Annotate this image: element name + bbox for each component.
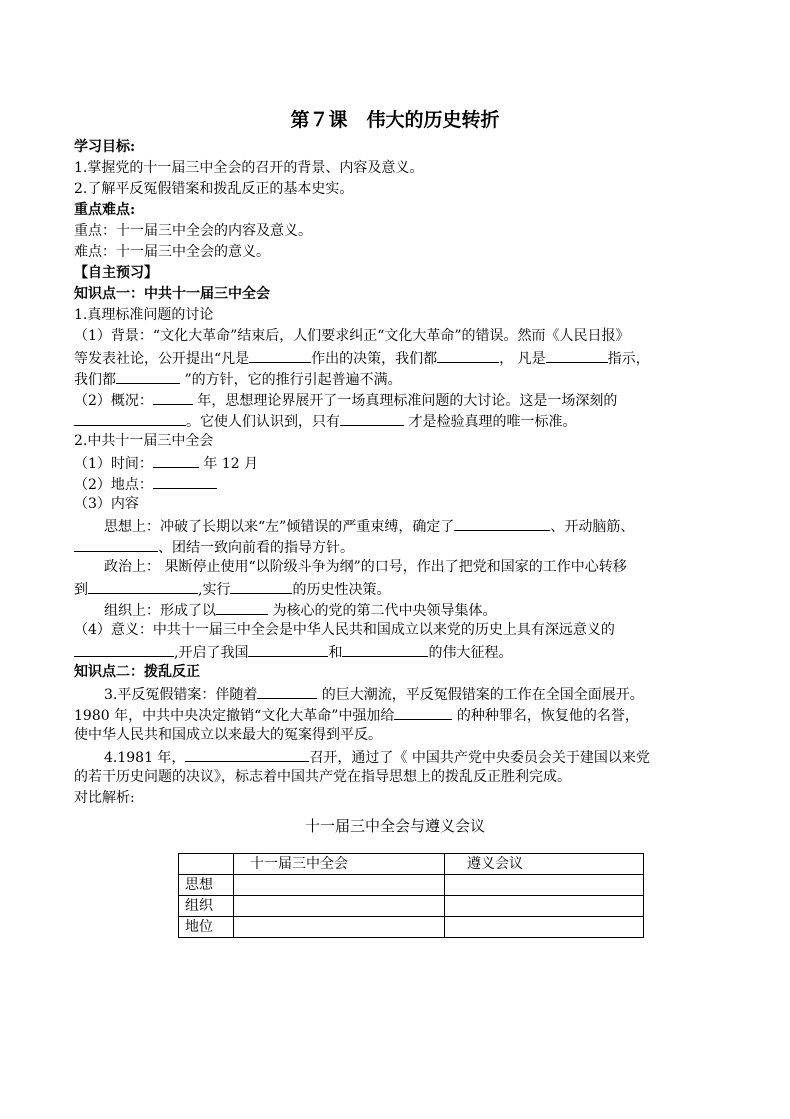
table-cell (445, 917, 644, 938)
table-header-cell (179, 854, 234, 875)
row-label: 地位 (179, 917, 234, 938)
resolution-line-2: 的若干历史问题的决议》，标志着中国共产党在指导思想上的拨乱反正胜利完成。 (74, 769, 571, 785)
content-label: （3）内容 (74, 496, 139, 512)
blank-field (153, 452, 199, 468)
blank-field (116, 368, 180, 384)
blank-field (153, 389, 193, 405)
goals-heading: 学习目标: (74, 139, 136, 155)
blank-field (88, 578, 198, 594)
section-title: 2.中共十一届三中全会 (74, 433, 214, 449)
significance-line-2: ,开启了我国 和 的伟大征程。 (74, 641, 512, 664)
blank-field (74, 641, 174, 657)
goal-item: 2.了解平反冤假错案和拨乱反正的基本史实。 (74, 181, 354, 197)
blank-field (394, 704, 452, 720)
blank-field (546, 347, 608, 363)
blank-field (248, 641, 328, 657)
kp1-heading: 知识点一：中共十一届三中全会 (74, 286, 270, 302)
key-point: 重点：十一届三中全会的内容及意义。 (74, 223, 312, 239)
table-cell (234, 875, 445, 896)
blank-field (185, 746, 309, 762)
preview-heading: 【自主预习】 (74, 265, 158, 281)
blank-field (342, 641, 428, 657)
table-row (179, 917, 644, 938)
lesson-title: 第７课 伟大的历史转折 (290, 109, 500, 131)
blank-field (230, 578, 292, 594)
politics-line-1: 政治上： 果断停止使用“以阶级斗争为纲”的口号，作出了把党和国家的工作中心转移 (104, 559, 627, 575)
overview-line-1: （2）概况： 年，思想理论界展开了一场真理标准问题的大讨论。这是一场深刻的 (74, 389, 617, 412)
blank-field (340, 410, 404, 426)
blank-field (437, 347, 499, 363)
section-title: 1.真理标准问题的讨论 (74, 307, 214, 323)
table-cell (234, 896, 445, 917)
goal-item: 1.掌握党的十一届三中全会的召开的背景、内容及意义。 (74, 160, 424, 176)
table-row (179, 896, 644, 917)
rehabilitation-line-1: 3.平反冤假错案：伴随着 的巨大潮流，平反冤假错案的工作在全国全面展开。 (104, 683, 644, 706)
overview-line-2: 。它使人们认识到，只有 才是检验真理的唯一标准。 (74, 410, 576, 433)
background-line-2: 等发表社论，公开提出“凡是 作出的决策，我们都 ， 凡是 指示， (74, 347, 650, 370)
blank-field (216, 599, 268, 615)
keypoints-heading: 重点难点: (74, 202, 136, 218)
background-line-1: （1）背景：“文化大革命”结束后，人们要求纠正“文化大革命”的错误。然而《人民日报》 (74, 328, 630, 344)
blank-field (153, 473, 217, 489)
table-header-cell: 遵义会议 (445, 854, 644, 875)
difficult-point: 难点：十一届三中全会的意义。 (74, 244, 270, 260)
blank-field (249, 347, 311, 363)
blank-field (257, 683, 317, 699)
rehabilitation-line-3: 使中华人民共和国成立以来最大的冤案得到平反。 (74, 727, 382, 743)
row-label: 思想 (179, 875, 234, 896)
kp2-heading: 知识点二：拨乱反正 (74, 664, 200, 680)
blank-field (74, 410, 186, 426)
table-title: 十一届三中全会与遵义会议 (304, 817, 485, 835)
background-line-3: 我们都 ”的方针，它的推行引起普遍不满。 (74, 368, 402, 391)
blank-field (454, 515, 550, 531)
comparison-table (178, 853, 644, 938)
thought-line-2: 、团结一致向前看的指导方针。 (74, 536, 354, 559)
time-line: （1）时间： 年 12 月 (74, 452, 258, 475)
row-label: 组织 (179, 896, 234, 917)
place-line: （2）地点： (74, 473, 217, 496)
politics-line-2: 到 ,实行 的历史性决策。 (74, 578, 390, 601)
table-row (179, 875, 644, 896)
organization-line: 组织上：形成了以 为核心的党的第二代中央领导集体。 (104, 599, 496, 622)
compare-label: 对比解析: (74, 790, 135, 806)
thought-line-1: 思想上：冲破了长期以来“左”倾错误的严重束缚，确定了 、开动脑筋、 (104, 515, 634, 538)
table-header-cell: 十一届三中全会 (234, 854, 445, 875)
table-cell (445, 875, 644, 896)
resolution-line-1: 4.1981 年， 召开，通过了《 中国共产党中央委员会关于建国以来党 (104, 746, 650, 769)
significance-line-1: （4）意义：中共十一届三中全会是中华人民共和国成立以来党的历史上具有深远意义的 (74, 622, 615, 638)
table-cell (234, 917, 445, 938)
table-cell (445, 896, 644, 917)
rehabilitation-line-2: 1980 年，中共中央决定撤销“文化大革命”中强加给 的种种罪名，恢复他的名誉， (74, 704, 639, 727)
table-header-row (179, 854, 644, 875)
blank-field (74, 536, 158, 552)
